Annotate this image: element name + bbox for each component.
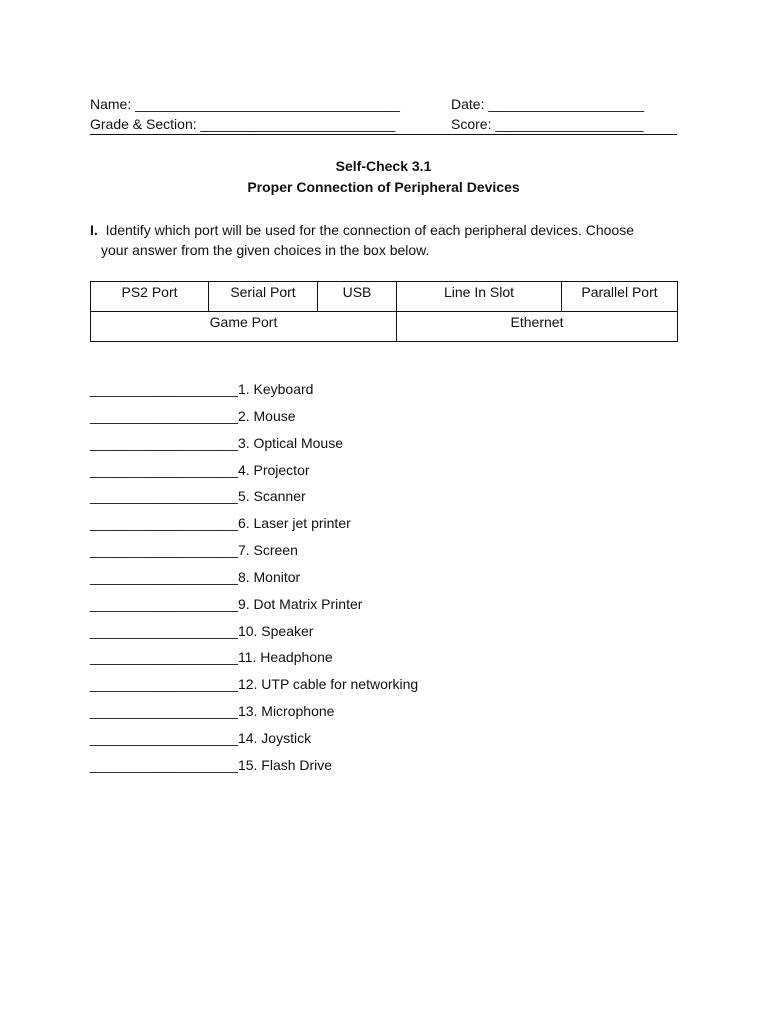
item-label: 13. Microphone: [237, 703, 335, 720]
item-label: 5. Scanner: [237, 488, 306, 505]
item-label: 11. Headphone: [237, 649, 333, 666]
list-item: [90, 405, 510, 432]
worksheet-subtitle: Proper Connection of Peripheral Devices: [247, 179, 520, 195]
date-field[interactable]: Date: ____________________: [451, 96, 645, 112]
answer-blank[interactable]: ___________________: [90, 595, 238, 612]
choice-cell: PS2 Port: [91, 282, 209, 312]
item-label: 2. Mouse: [237, 407, 296, 424]
instruction-text-1: Identify which port will be used for the connection of each peripheral devices. Choose: [105, 222, 634, 238]
list-item: [90, 512, 510, 539]
item-label: 14. Joystick: [237, 729, 312, 746]
item-label: 10. Speaker: [237, 622, 314, 639]
score-field[interactable]: Score: ___________________: [451, 116, 644, 132]
list-item: [90, 378, 510, 405]
choice-cell: Game Port: [91, 312, 397, 342]
item-label: 9. Dot Matrix Printer: [237, 595, 363, 612]
item-label: 8. Monitor: [237, 568, 301, 585]
list-item: [90, 646, 510, 673]
list-item: [90, 539, 510, 566]
instruction-line-2: your answer from the given choices in the box below.: [101, 242, 430, 258]
question-list: [90, 378, 510, 781]
answer-blank[interactable]: ___________________: [90, 649, 238, 666]
choice-cell: Serial Port: [209, 282, 318, 312]
answer-blank[interactable]: ___________________: [90, 515, 238, 532]
list-item: [90, 432, 510, 459]
list-item: [90, 754, 510, 781]
header-row-1: [90, 94, 677, 114]
choice-cell: USB: [318, 282, 397, 312]
answer-blank[interactable]: ___________________: [90, 488, 238, 505]
answer-blank[interactable]: ___________________: [90, 756, 238, 773]
answer-blank[interactable]: ___________________: [90, 568, 238, 585]
item-label: 3. Optical Mouse: [237, 434, 343, 451]
grade-section-field[interactable]: Grade & Section: _________________________: [90, 116, 396, 132]
instructions: [90, 220, 680, 260]
list-item: [90, 566, 510, 593]
worksheet-title: Self-Check 3.1: [335, 158, 432, 174]
item-label: 4. Projector: [237, 461, 310, 478]
choice-cell: Ethernet: [397, 312, 678, 342]
student-info-header: [90, 94, 677, 135]
item-label: 1. Keyboard: [237, 381, 314, 397]
answer-blank[interactable]: ___________________: [90, 703, 238, 720]
answer-blank[interactable]: ___________________: [90, 461, 238, 478]
answer-blank[interactable]: ___________________: [90, 434, 238, 451]
item-label: 15. Flash Drive: [237, 756, 333, 773]
answer-blank[interactable]: ___________________: [90, 381, 238, 397]
list-item: [90, 459, 510, 486]
list-item: [90, 673, 510, 700]
answer-blank[interactable]: ___________________: [90, 542, 238, 559]
section-number: I.: [90, 222, 98, 238]
instruction-line-1: [90, 220, 680, 240]
answer-blank[interactable]: ___________________: [90, 729, 238, 746]
choice-cell: Parallel Port: [562, 282, 678, 312]
list-item: [90, 727, 510, 754]
choices-box: [90, 281, 678, 342]
item-label: 6. Laser jet printer: [237, 515, 351, 532]
list-item: [90, 620, 510, 647]
list-item: [90, 485, 510, 512]
answer-blank[interactable]: ___________________: [90, 676, 238, 693]
answer-blank[interactable]: ___________________: [90, 407, 238, 424]
list-item: [90, 700, 510, 727]
item-label: 7. Screen: [237, 542, 298, 559]
answer-blank[interactable]: ___________________: [90, 622, 238, 639]
item-label: 12. UTP cable for networking: [237, 676, 419, 693]
choice-cell: Line In Slot: [397, 282, 562, 312]
choices-row-1: [91, 282, 678, 312]
name-field[interactable]: Name: __________________________________: [90, 96, 400, 112]
header-row-2: [90, 114, 677, 134]
choices-row-2: [91, 312, 678, 342]
list-item: [90, 593, 510, 620]
